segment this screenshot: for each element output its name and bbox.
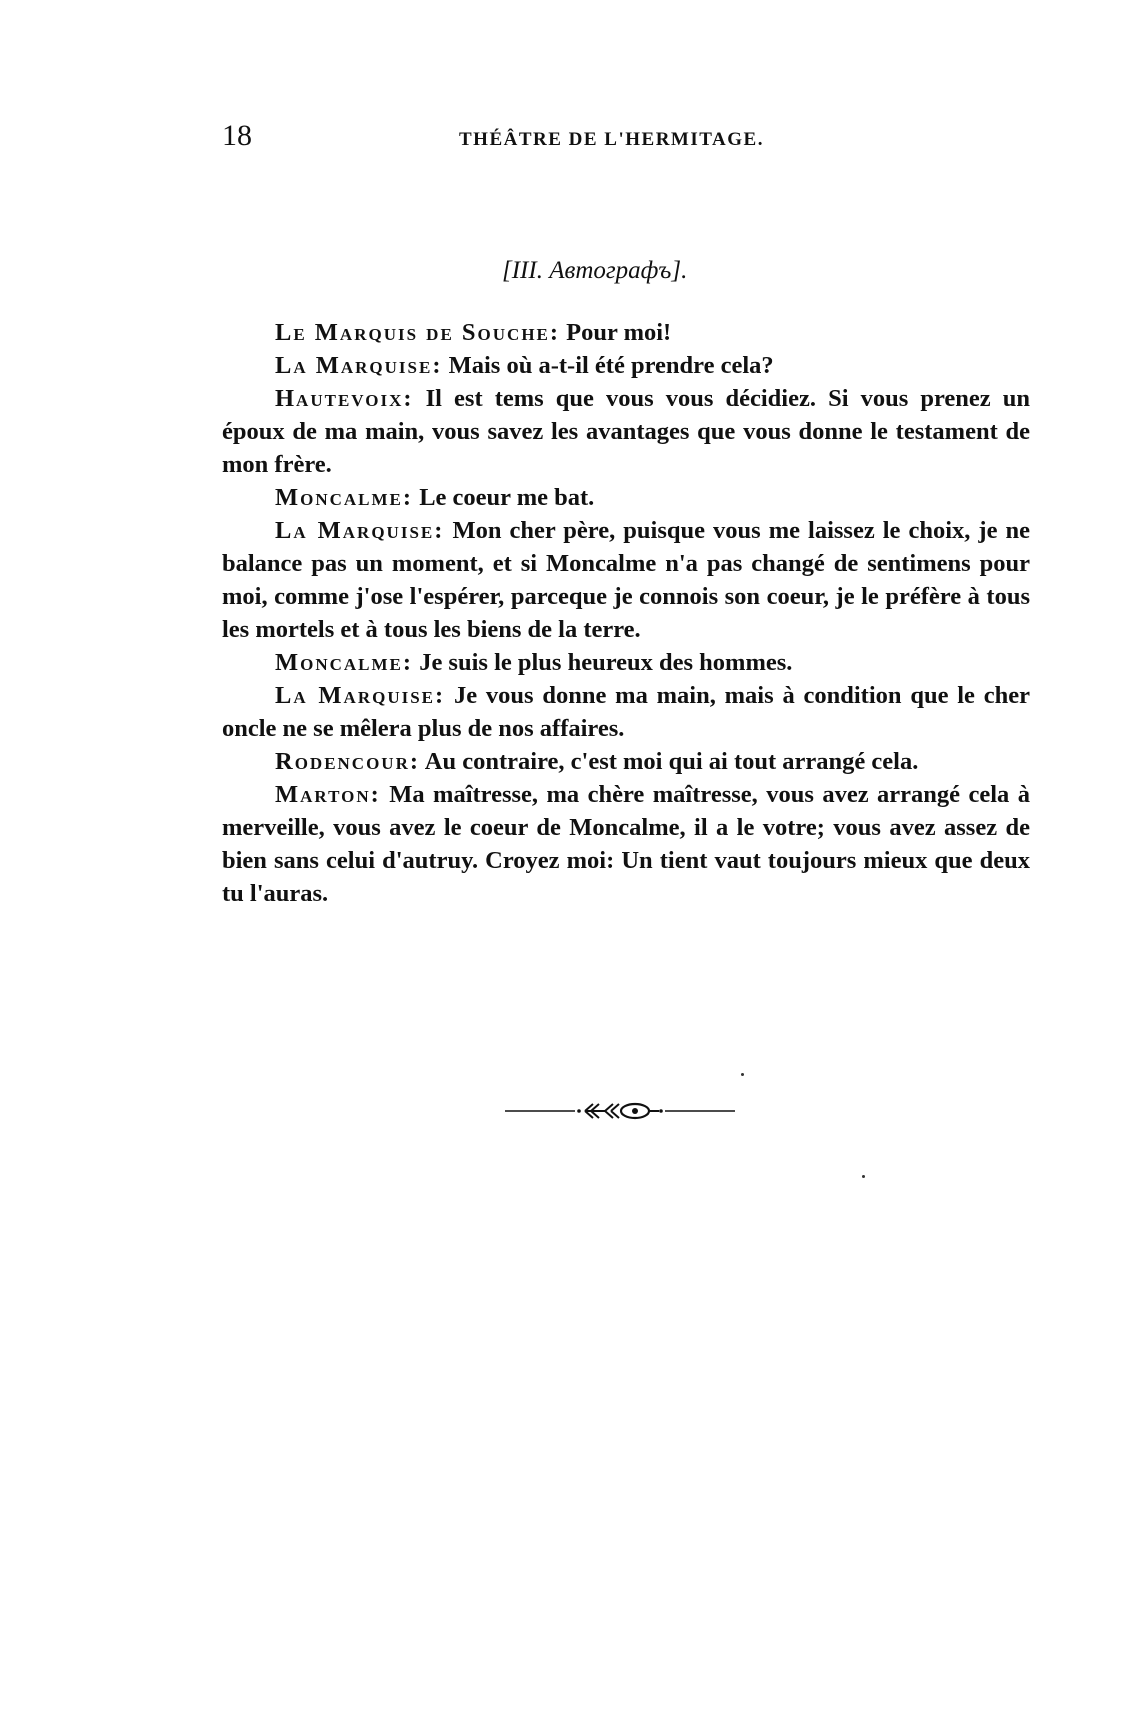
scene-title: [III. Автографъ]. bbox=[502, 257, 688, 284]
speaker-name: Marton: bbox=[275, 781, 381, 808]
speech-text: Mon cher père, puisque vous me laissez le choix, je ne balance pas un moment, et si Moncalme n'a pas changé de sentimens pour moi, comme j'ose l'espérer, parceque je connois son coeur, je le préfère à tous les mortels et à tous les biens de la terre. bbox=[222, 517, 1030, 643]
speech-line bbox=[222, 481, 1030, 514]
speech-text: Je suis le plus heureux des hommes. bbox=[413, 649, 793, 676]
speech-text: Le coeur me bat. bbox=[413, 484, 595, 511]
print-speck bbox=[741, 1073, 744, 1076]
speech-line bbox=[222, 745, 1030, 778]
running-title: THÉÂTRE DE L'HERMITAGE. bbox=[459, 129, 764, 150]
page-number: 18 bbox=[222, 119, 252, 152]
speech-text: Il est tems que vous vous décidiez. Si vous prenez un époux de ma main, vous savez les avantages que vous donne le testament de mon frère. bbox=[222, 385, 1030, 478]
speech-text: Mais où a-t-il été prendre cela? bbox=[442, 352, 774, 379]
speech-text: Pour moi! bbox=[560, 319, 672, 346]
running-head bbox=[222, 118, 1030, 158]
speech-text: Je vous donne ma main, mais à condition que le cher oncle ne se mêlera plus de nos affaires. bbox=[222, 682, 1030, 742]
speaker-name: Hautevoix: bbox=[275, 385, 414, 412]
speaker-name: Rodencour: bbox=[275, 748, 421, 775]
speaker-name: Moncalme: bbox=[275, 484, 414, 511]
speech-line bbox=[222, 514, 1030, 646]
speech-line bbox=[222, 646, 1030, 679]
speech-text: Au contraire, c'est moi qui ai tout arrangé cela. bbox=[420, 748, 919, 775]
tailpiece-ornament bbox=[505, 1096, 735, 1126]
speaker-name: Moncalme: bbox=[275, 649, 414, 676]
speech-line bbox=[222, 316, 1030, 349]
dialogue-body bbox=[222, 316, 1030, 910]
speech-text: Ma maîtresse, ma chère maîtresse, vous avez arrangé cela à merveille, vous avez le coeur de Moncalme, il a le votre; vous avez assez de bien sans celui d'autruy. Croyez moi: Un tient vaut toujours mieux que deux tu l'auras. bbox=[222, 781, 1030, 907]
speech-line bbox=[222, 349, 1030, 382]
speech-line bbox=[222, 679, 1030, 745]
print-speck bbox=[862, 1175, 865, 1178]
speaker-name: Le Marquis de Souche: bbox=[275, 319, 561, 346]
speaker-name: La Marquise: bbox=[275, 682, 446, 709]
speech-line bbox=[222, 382, 1030, 481]
speaker-name: La Marquise: bbox=[275, 517, 445, 544]
speech-line bbox=[222, 778, 1030, 910]
speaker-name: La Marquise: bbox=[275, 352, 443, 379]
